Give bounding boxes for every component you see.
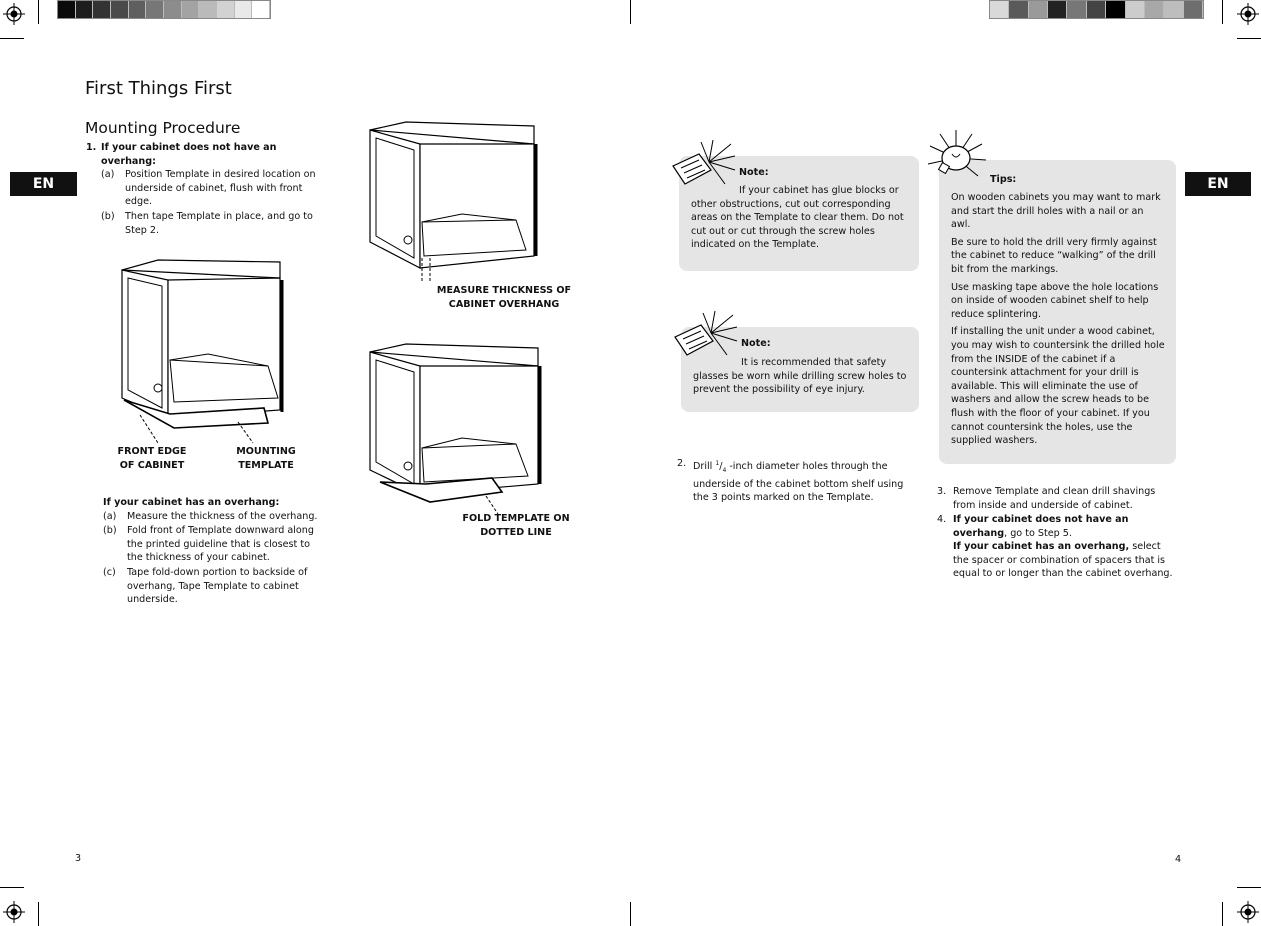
step4-text: If your cabinet does not have an overhang, go to Step 5. If your cabinet has an overhang, select the spacer or combination of spacers that is equal to or longer than the cabinet overhang. — [953, 514, 1173, 580]
section-title: Mounting Procedure — [85, 119, 241, 137]
overhang-heading: If your cabinet has an overhang: — [103, 497, 280, 508]
color-swatch — [1106, 1, 1125, 18]
crop-mark — [0, 38, 24, 39]
page-number-left: 3 — [75, 853, 82, 864]
tips-title: Tips: — [990, 174, 1017, 185]
step3-number: 3. — [937, 486, 947, 497]
cabinet-overhang-illustration — [366, 122, 538, 282]
note-pad-icon — [669, 140, 737, 190]
crop-mark — [630, 902, 631, 926]
list-item: (c) Tape fold-down portion to backside of overhang, Tape Template to cabinet underside. — [103, 567, 308, 606]
cabinet-fold-template-illustration — [366, 344, 542, 516]
step1-heading: If your cabinet does not have an overhang: — [101, 142, 277, 167]
note-text: If your cabinet has glue blocks or other obstructions, cut out corresponding areas on the Template to clear them. Do not cut out or cut through the screw holes indicated on the Template. — [691, 185, 904, 251]
step4-number: 4. — [937, 514, 947, 525]
tip-paragraph: Be sure to hold the drill very firmly against the cabinet to reduce “walking” of the drill bit from the markings. — [951, 236, 1157, 275]
color-swatch — [1009, 1, 1028, 18]
color-swatch — [199, 1, 217, 18]
color-swatch — [1029, 1, 1048, 18]
color-swatch — [129, 1, 147, 18]
color-swatch — [1126, 1, 1145, 18]
tips-text — [951, 191, 1173, 448]
crop-mark — [38, 0, 39, 24]
tip-paragraph: If installing the unit under a wood cabinet, you may wish to countersink the drilled hole from the INSIDE of the cabinet if a countersink attachment for your drill is available. This will eliminate the use of washers and allow the screw heads to be flush with the floor of your cabinet. If you cannot countersink the holes, use the supplied washers. — [951, 326, 1165, 447]
step1-number: 1. — [86, 142, 97, 153]
color-swatch — [146, 1, 164, 18]
step2-number: 2. — [677, 458, 687, 469]
color-swatch — [182, 1, 200, 18]
tip-paragraph: On wooden cabinets you may want to mark and start the drill holes with a nail or an awl. — [951, 192, 1161, 231]
figure-label: FRONT EDGE OF CABINET — [117, 446, 187, 471]
color-swatch — [252, 1, 270, 18]
list-item: (b) Fold front of Template downward along the printed guideline that is closest to the thickness of your cabinet. — [103, 525, 314, 564]
figure-label: MOUNTING TEMPLATE — [236, 446, 296, 471]
color-swatch — [990, 1, 1009, 18]
list-item: (a) Measure the thickness of the overhang. — [103, 511, 318, 522]
crop-mark — [0, 887, 24, 888]
registration-mark-icon — [3, 3, 25, 25]
color-swatch — [1067, 1, 1086, 18]
list-item: (b) Then tape Template in place, and go to Step 2. — [101, 211, 313, 236]
tip-paragraph: Use masking tape above the hole locations on inside of wooden cabinet shelf to help reduce splintering. — [951, 281, 1159, 320]
language-tab-left: EN — [10, 172, 77, 196]
figure-label: MEASURE THICKNESS OF CABINET OVERHANG — [436, 285, 572, 310]
color-swatch — [1048, 1, 1067, 18]
registration-mark-icon — [3, 901, 25, 923]
color-swatch — [1087, 1, 1106, 18]
color-swatch — [1184, 1, 1203, 18]
color-swatch — [93, 1, 111, 18]
registration-mark-icon — [1237, 901, 1259, 923]
color-swatch — [58, 1, 76, 18]
note-pad-icon — [671, 311, 739, 361]
registration-mark-icon — [1237, 3, 1259, 25]
color-swatch — [235, 1, 253, 18]
color-swatch — [1145, 1, 1164, 18]
cabinet-template-illustration — [118, 258, 288, 438]
color-bar-left — [57, 0, 271, 19]
crop-mark — [1237, 887, 1261, 888]
crop-mark — [38, 902, 39, 926]
crop-mark — [1222, 0, 1223, 24]
crop-mark — [630, 0, 631, 24]
page-number-right: 4 — [1175, 854, 1182, 865]
list-item: (a) Position Template in desired location on underside of cabinet, flush with front edge. — [101, 169, 316, 208]
step2-text: Drill $^1/_4$ -inch diameter holes through the underside of the cabinet bottom shelf using the 3 points marked on the Template. — [693, 460, 904, 504]
note-title: Note: — [741, 338, 771, 349]
note-title: Note: — [739, 167, 769, 178]
crop-mark — [1237, 38, 1261, 39]
color-swatch — [76, 1, 94, 18]
color-swatch — [111, 1, 129, 18]
lightbulb-icon — [928, 130, 988, 182]
color-bar-right — [989, 0, 1204, 19]
figure-label: FOLD TEMPLATE ON DOTTED LINE — [462, 513, 570, 538]
step3-text: Remove Template and clean drill shavings from inside and underside of cabinet. — [953, 486, 1156, 511]
note-text: It is recommended that safety glasses be worn while drilling screw holes to prevent the possibility of eye injury. — [693, 357, 907, 396]
color-swatch — [217, 1, 235, 18]
page-title: First Things First — [85, 78, 232, 99]
language-tab-right: EN — [1185, 172, 1251, 196]
color-swatch — [164, 1, 182, 18]
crop-mark — [1222, 902, 1223, 926]
color-swatch — [1164, 1, 1183, 18]
